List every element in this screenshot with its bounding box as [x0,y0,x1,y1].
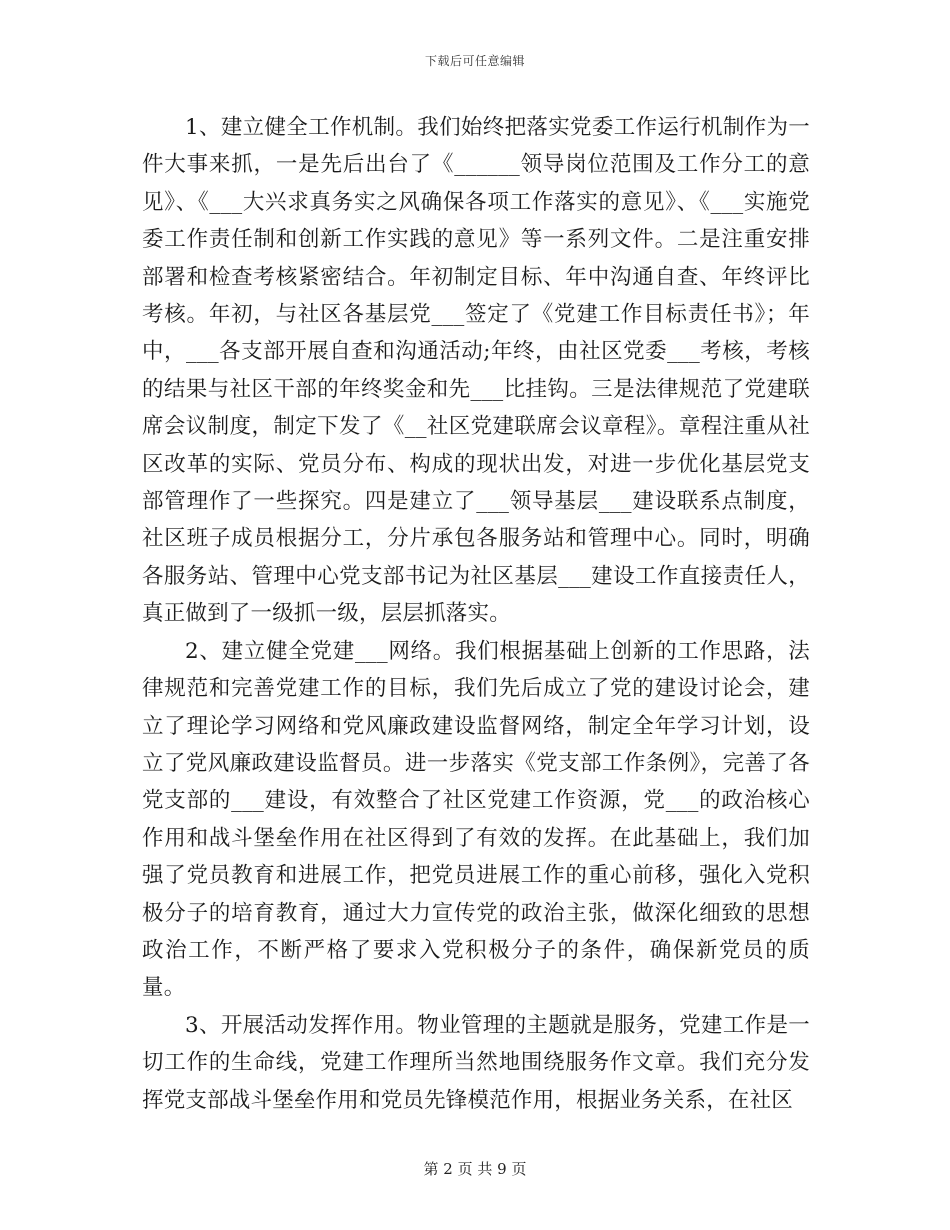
page-number: 第 2 页 共 9 页 [423,1160,527,1178]
paragraph-3: 3、开展活动发挥作用。物业管理的主题就是服务，党建工作是一切工作的生命线，党建工作理所当然地围绕服务作文章。我们充分发挥党支部战斗堡垒作用和党员先锋模范作用，根据业务关系，在社区 [142,1012,810,1113]
page-header: 下载后可任意编辑 [424,54,525,68]
paragraph-2: 2、建立健全党建___网络。我们根据基础上创新的工作思路，法律规范和完善党建工作的目标，我们先后成立了党的建设讨论会，建立了理论学习网络和党风廉政建设监督网络，制定全年学习计划，设立了党风廉政建设监督员。进一步落实《党支部工作条例》，完善了各党支部的___建设，有效整合了社区党建工作资源，党___的政治核心作用和战斗堡垒作用在社区得到了有效的发挥。在此基础上，我们加强了党员教育和进展工作，把党员进展工作的重心前移，强化入党积极分子的培育教育，通过大力宣传党的政治主张，做深化细致的思想政治工作，不断严格了要求入党积极分子的条件，确保新党员的质量。 [142,638,810,1001]
paragraph-1: 1、建立健全工作机制。我们始终把落实党委工作运行机制作为一件大事来抓，一是先后出台了《______领导岗位范围及工作分工的意见》、《___大兴求真务实之风确保各项工作落实的意见》、《___实施党委工作责任制和创新工作实践的意见》等一系列文件。二是注重安排部署和检查考核紧密结合。年初制定目标、年中沟通自查、年终评比考核。年初，与社区各基层党___签定了《党建工作目标责任书》；年中，___各支部开展自查和沟通活动;年终，由社区党委___考核，考核的结果与社区干部的年终奖金和先___比挂钩。三是法律规范了党建联席会议制度，制定下发了《__社区党建联席会议章程》。章程注重从社区改革的实际、党员分布、构成的现状出发，对进一步优化基层党支部管理作了一些探究。四是建立了___领导基层___建设联系点制度，社区班子成员根据分工，分片承包各服务站和管理中心。同时，明确各服务站、管理中心党支部书记为社区基层___建设工作直接责任人，真正做到了一级抓一级，层层抓落实。 [142,115,810,627]
document-body [142,109,810,1119]
